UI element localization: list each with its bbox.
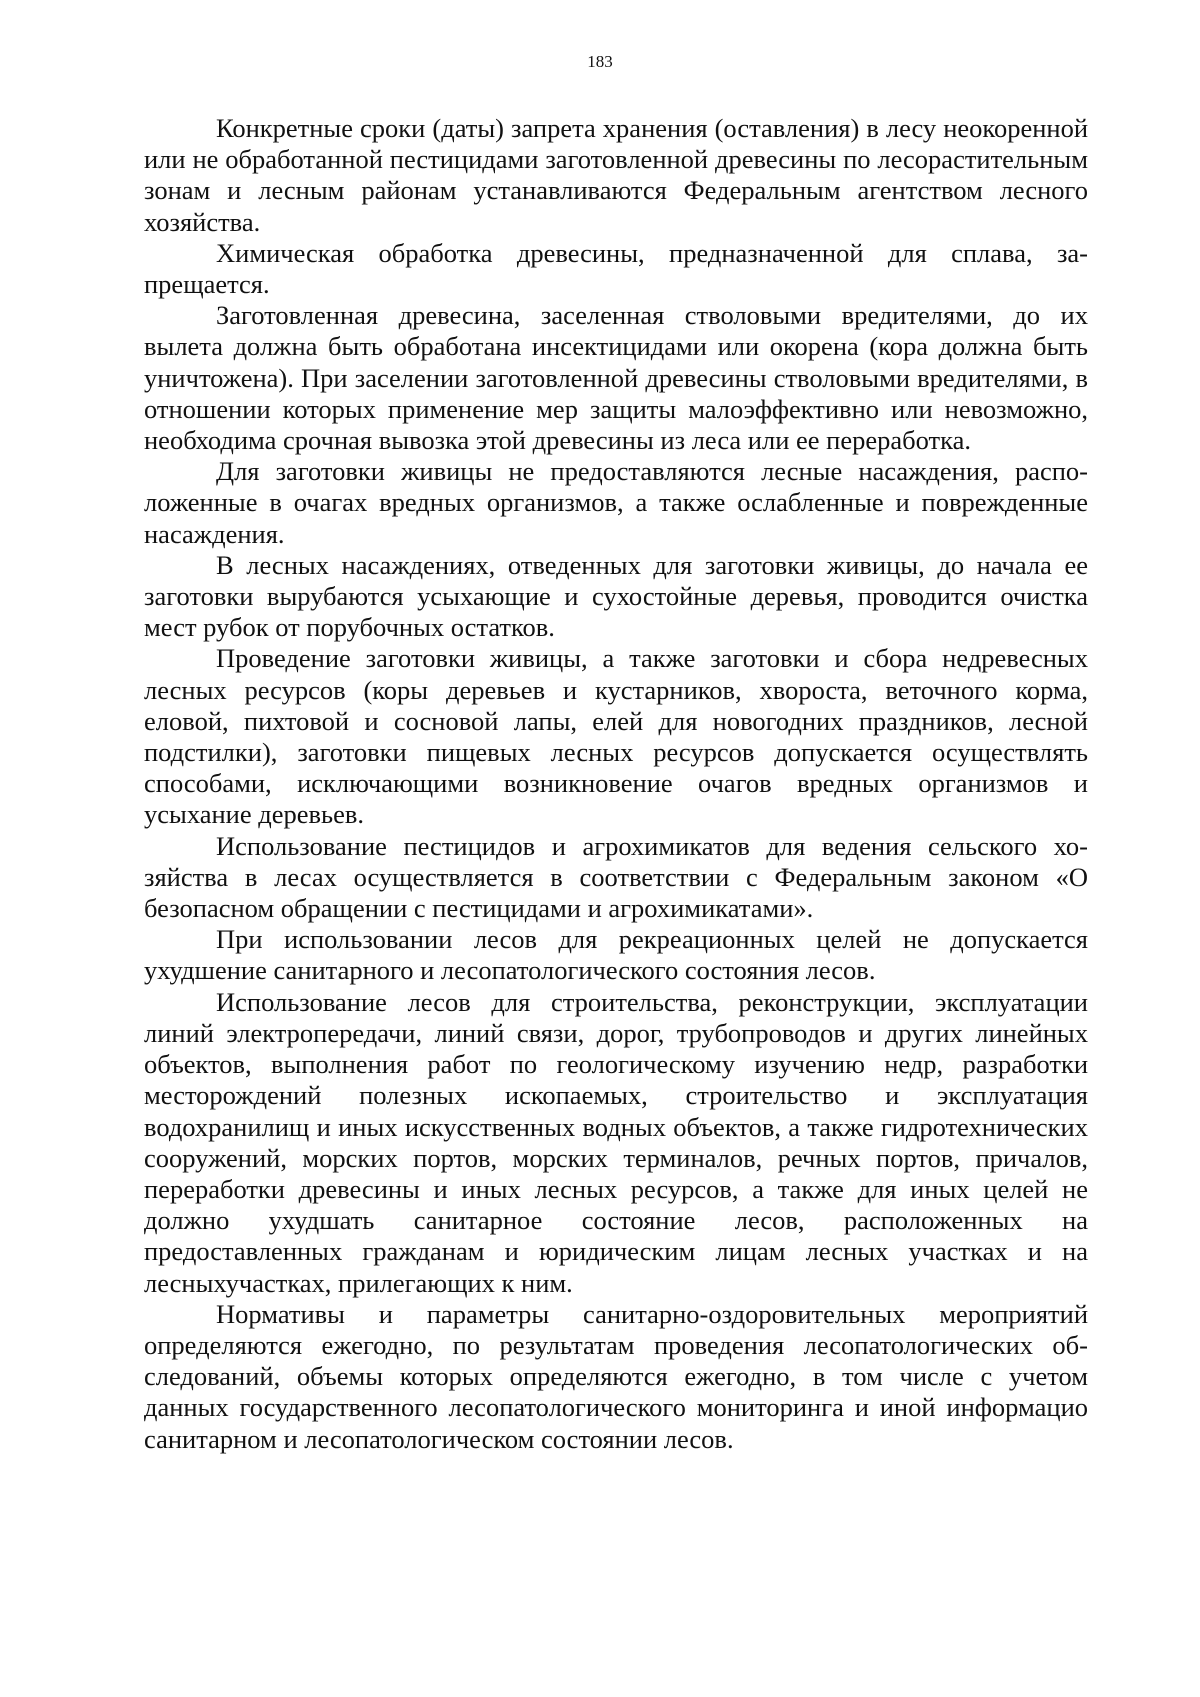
paragraph-pesticides-law: Использование пестицидов и агрохимикатов для ведения сельского хозяйства в лесах осуществляется в соответствии с Федеральным законом «О безопасном обращении с пестицидами и агрохимикатами». bbox=[144, 830, 1088, 924]
paragraph-storage-ban: Конкретные сроки (даты) запрета хранения (оставления) в лесу неокоренной или не обработанной пестицидами заготовленной древесины по лесорастительным зонам и лесным районам устанавливаются Федеральным агентством лесного хозяйства. bbox=[144, 113, 1088, 237]
paragraph-resin-stands: Для заготовки живицы не предоставляются лесные насаждения, расположенные в очагах вредных организмов, а также ослабленные и поврежденные насаждения. bbox=[144, 456, 1088, 549]
paragraph-sanitary-norms: Нормативы и параметры санитарно-оздоровительных мероприятий определяются ежегодно, по результатам проведения лесопатологических обследований, объемы которых определяются ежегодно, в том числе с учетом данных государственного лесопатологического мониторинга и иной информацио санитарном и лесопатологическом состоянии лесов. bbox=[144, 1298, 1088, 1454]
paragraph-resin-preparation: В лесных насаждениях, отведенных для заготовки живицы, до начала ее заготовки вырубаются усыхающие и сухостойные деревья, проводится очистка мест рубок от порубочных остатков. bbox=[144, 549, 1088, 643]
body-text bbox=[144, 113, 1088, 1455]
paragraph-construction-use: Использование лесов для строительства, реконструкции, эксплуатации линий электропередачи, линий связи, дорог, трубопроводов и других линейных объектов, выполнения работ по геологическому изучению недр, разработки месторождений полезных ископаемых, строительство и эксплуатация водохранилищ и иных искусственных водных объектов, а также гидротехнических сооружений, морских портов, морских терминалов, речных портов, причалов, переработки древесины и иных лесных ресурсов, а также для иных целей не должно ухудшать санитарное состояние лесов, расположенных на предоставленных гражданам и юридическим лицам лесных участках и на лесныхучастках, прилегающих к ним. bbox=[144, 986, 1088, 1298]
paragraph-non-timber-resources: Проведение заготовки живицы, а также заготовки и сбора недревесных лесных ресурсов (коры деревьев и кустарников, хвороста, веточного корма, еловой, пихтовой и сосновой лапы, елей для новогодних праздников, лесной подстилки), заготовки пищевых лесных ресурсов допускается осуществлять способами, исключающими возникновение очагов вредных организмов и усыхание деревьев. bbox=[144, 643, 1088, 830]
page-number: 183 bbox=[587, 52, 613, 71]
paragraph-infested-wood: Заготовленная древесина, заселенная стволовыми вредителями, до их вылета должна быть обработана инсектицидами или окорена (кора должна быть уничтожена). При заселении заготовленной древесины стволовыми вредителями, в отношении которых применение мер защиты малоэффективно или невозможно, необходима срочная вывозка этой древесины из леса или ее переработка. bbox=[144, 300, 1088, 456]
paragraph-recreation: При использовании лесов для рекреационных целей не допускается ухудшение санитарного и лесопатологического состояния лесов. bbox=[144, 924, 1088, 986]
paragraph-chemical-treatment: Химическая обработка древесины, предназначенной для сплава, запрещается. bbox=[144, 237, 1088, 300]
